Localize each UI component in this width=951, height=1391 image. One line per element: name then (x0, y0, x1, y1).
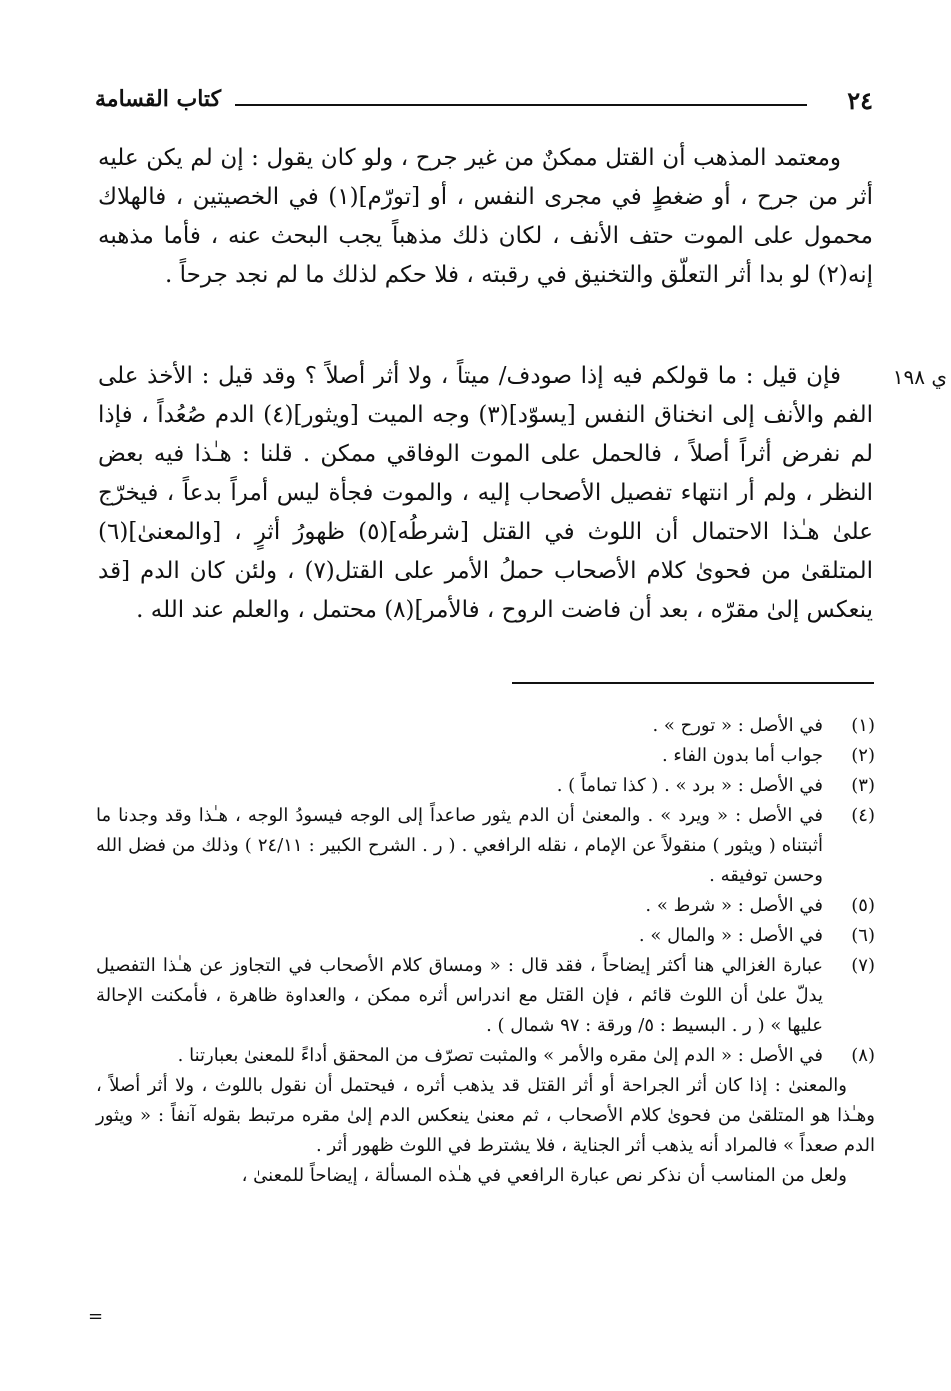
footnote-number: (٦) (851, 925, 875, 946)
footnote-number: (٥) (851, 895, 875, 916)
footnote-item (96, 951, 875, 1041)
footnote-number: (٢) (851, 745, 875, 766)
footnote-item (96, 741, 875, 771)
main-text-block-2 (98, 357, 873, 630)
footnote-text: عبارة الغزالي هنا أكثر إيضاحاً ، فقد قال : « ومساق كلام الأصحاب في التجاوز عن هـٰذا التفصيل يدلّ علىٰ أن اللوث قائم ، فإن القتل مع اندراس أثره ممكن ، والعداوة ظاهرة ، فأمكنت الإحالة عليها » ( ر . البسيط : ٥/ ورقة : ٩٧ شمال ) . (96, 955, 823, 1036)
page-number: ٢٤ (847, 86, 873, 115)
footnote-text: في الأصل : « تورح » . (652, 715, 823, 736)
footnote-item (96, 921, 875, 951)
footnote-number: (١) (851, 715, 875, 736)
footnote-item (96, 801, 875, 891)
footnote-number: (٣) (851, 775, 875, 796)
footnote-text: في الأصل : « ويرد » . والمعنىٰ أن الدم يثور صاعداً إلى الوجه فيسودُ الوجه ، هـٰذا وقد وجدنا ما أثبتناه ( ويثور ) منقولاً عن الإمام ، نقله الرافعي . ( ر . الشرح الكبير : ٢٤/١١ ) وذلك من فضل الله وحسن توفيقه . (96, 805, 823, 886)
footnote-item (96, 891, 875, 921)
footnotes (96, 711, 875, 1191)
footnote-number: (٨) (851, 1045, 875, 1066)
footnote-text: في الأصل : « والمال » . (638, 925, 823, 946)
main-paragraph: فإن قيل : ما قولكم فيه إذا صودف/ ميتاً ، ولا أثر أصلاً ؟ وقد قيل : الأخذ على الفم والأنف إلى انخناق النفس [يسوّد](٣) وجه الميت [ويثور](٤) الدم صُعُداً ، فإذا لم نفرض أثراً أصلاً ، فالحمل على الموت الوفاقي ممكن . قلنا : هـٰذا فيه بعض النظر ، ولم أر انتهاء تفصيل الأصحاب إليه ، والموت فجأة ليس أمراً بدعاً ، فيخرّج علىٰ هـٰذا الاحتمال أن اللوث في القتل [شرطُه](٥) ظهورُ أثرٍ ، [والمعنىٰ](٦) المتلقىٰ من فحوىٰ كلام الأصحاب حملُ الأمر على القتل(٧) ، ولئن كان الدم [قد ينعكس إلىٰ مقرّه ، بعد أن فاضت الروح ، فالأمر](٨) محتمل ، والعلم عند الله . (98, 363, 874, 623)
footnote-separator (512, 682, 874, 684)
footnote-item (96, 1041, 875, 1071)
header-rule (235, 104, 807, 106)
main-text-block-1 (98, 139, 873, 295)
continuation-mark: = (88, 1306, 104, 1327)
footnote-continuation: والمعنىٰ : إذا كان أثر الجراحة أو أثر القتل قد يذهب أثره ، فيحتمل أن نقول باللوث ، ولا أثر أصلاً ، وهـٰذا هو المتلقىٰ من فحوىٰ كلام الأصحاب ، ثم معنىٰ ينعكس الدم إلىٰ مقره مرتبط بقوله آنفاً : « ويثور الدم صعداً » فالمراد أنه يذهب أثر الجناية ، فلا يشترط في اللوث ظهور أثر . (96, 1075, 875, 1156)
footnote-text: في الأصل : « الدم إلىٰ مقره والأمر » والمثبت تصرّف من المحقق أداءً للمعنىٰ بعبارتنا . (177, 1045, 823, 1066)
page-header (95, 86, 873, 122)
book-title: كتاب القسامة (95, 86, 222, 112)
margin-folio-note: ي ١٩٨ (892, 365, 947, 389)
footnote-number: (٧) (851, 955, 875, 976)
footnote-item (96, 711, 875, 741)
footnote-number: (٤) (851, 805, 875, 826)
footnote-closing-line: ولعل من المناسب أن نذكر نص عبارة الرافعي في هـٰذه المسألة ، إيضاحاً للمعنىٰ ، (241, 1165, 847, 1186)
footnote-item (96, 771, 875, 801)
footnote-text: في الأصل : « شرط » . (645, 895, 823, 916)
main-paragraph: ومعتمد المذهب أن القتل ممكنٌ من غير جرح ، ولو كان يقول : إن لم يكن عليه أثر من جرح ، أو ضغطٍ في مجرى النفس ، أو [تورّم](١) في الخصيتين ، فالهلاك محمول على الموت حتف الأنف ، لكان ذلك مذهباً يجب البحث عنه ، فأما مذهبه إنه(٢) لو بدا أثر التعلّق والتخنيق في رقبته ، فلا حكم لذلك ما لم نجد جرحاً . (98, 145, 873, 288)
footnote-text: جواب أما بدون الفاء . (661, 745, 823, 766)
footnote-text: في الأصل : « برد » . ( كذا تماماً ) . (556, 775, 823, 796)
